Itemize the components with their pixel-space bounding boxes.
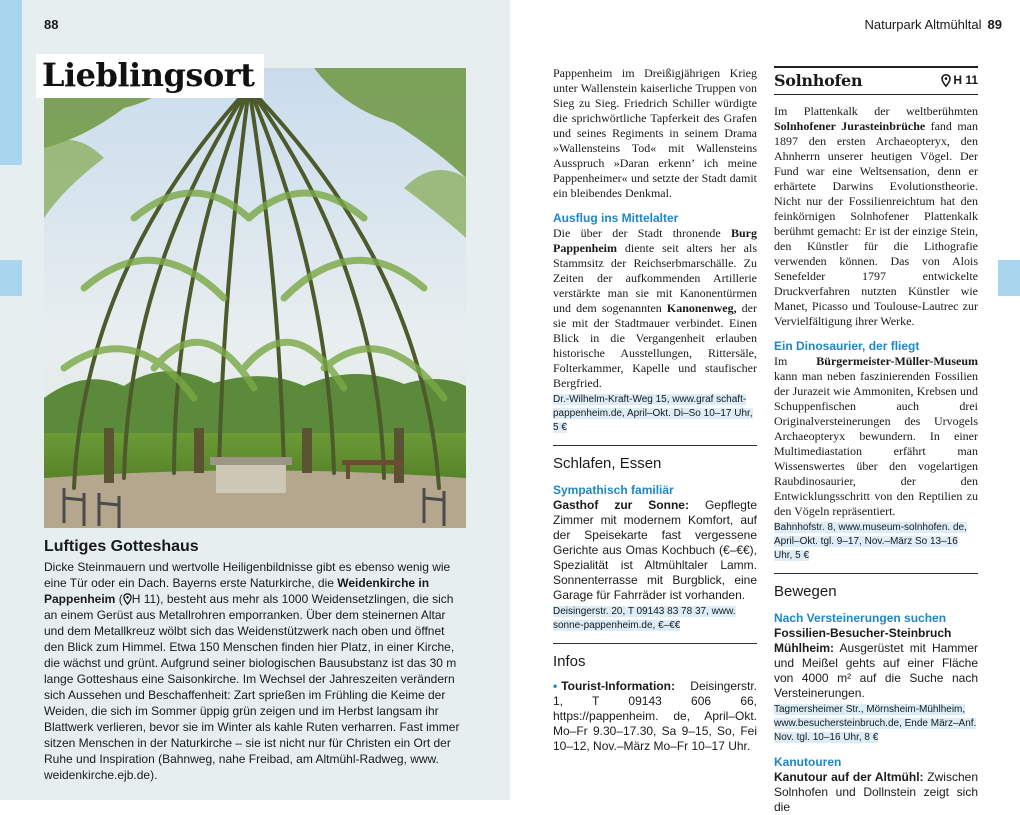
- willow-church-photo: [44, 68, 466, 528]
- text-part: diente seit alters her als Stammsitz der Reichserbmarschälle. Zu Zeiten der aufkommenden Artillerie verstärkte man sie mit Kanonentürmen und dem sogenannten: [553, 241, 757, 315]
- text-part: Ausgerüstet mit Hammer und Meißel gehts auf einer Fläche von 4000 m² auf die Suche nach Versteinerungen.: [774, 641, 978, 700]
- pappenheim-intro: Pappenheim im Dreißigjährigen Krieg unter Wallenstein kaiserliche Truppen von Sieg zu Sieg. Friedrich Schiller würdigte die sprichwörtliche Tapferkeit des Grafen und seines Regiments in seinem Drama »Wallensteins Tod« mit Wallensteins Ausspruch »Daran erkenn’ ich meine Pappenheimer« und setzte der Stadt damit ein bleibendes Denkmal.: [553, 66, 757, 200]
- bold-name: Solnhofener Jurasteinbrüche: [774, 119, 926, 133]
- feature-title: Luftiges Gotteshaus: [44, 538, 199, 555]
- text-part: Zwischen Solnhofen und Dollnstein zeigt sich die: [774, 770, 978, 814]
- solnhofen-intro: [774, 104, 978, 329]
- subheading-dino: Ein Dinosaurier, der fliegt: [774, 339, 920, 353]
- photo-title: Lieblingsort: [36, 54, 264, 98]
- text-part: Im: [774, 354, 817, 368]
- bold-name: Burg Pappenheim: [553, 226, 757, 255]
- subheading-sympathisch: Sympathisch familiär: [553, 483, 674, 497]
- steinbruch-text: [774, 626, 978, 701]
- gasthof-text: [553, 498, 757, 603]
- info-gasthof: [553, 605, 757, 633]
- info-burg: [553, 393, 757, 435]
- running-header: [864, 17, 1002, 32]
- section-schlafen-essen: Schlafen, Essen: [553, 445, 757, 473]
- tourist-info-text: [553, 679, 757, 754]
- text-part: Im Plattenkalk der weltberühmten: [774, 104, 978, 118]
- feature-paren: (: [115, 592, 123, 606]
- info-text: Bahnhofstr. 8, www.museum-solnhofen. de, April–Okt. tgl. 9–17, Nov.–März So 13–16 Uhr, 5 €: [774, 522, 967, 561]
- page-number-right: 89: [987, 17, 1002, 32]
- feature-map-ref: H 11: [131, 592, 157, 606]
- feature-text: [44, 559, 464, 783]
- bullet-icon: •: [553, 679, 558, 693]
- info-museum: [774, 521, 978, 563]
- bold-name: Fossilien-Besucher-Steinbruch Mühlheim:: [774, 626, 952, 655]
- section-bewegen: Bewegen: [774, 573, 978, 601]
- text-part: kann man neben faszinierenden Fossilien der Jurazeit wie Ammoniten, Krebsen und Schuppenfischen auch drei Originalversteinerungen des Urvogels Archaeopteryx bewundern. In einer Multimediastation erfährt man Wissenswertes über den vogelartigen Raubdinosaurier, der den Entwicklungsschritt von den Reptilien zu den Vögeln repräsentiert.: [774, 369, 978, 518]
- feature-text-part: ), besteht aus mehr als 1000 Weidensetzlingen, die sich an einem Gerüst aus Metallrohren emporranken. Über dem steinernen Altar und dem Metallkreuz wölbt sich das Weidenstützwerk nach oben und öffnet den Blick zum Himmel. Etwa 150 Menschen finden hier Platz, in einer Kirche, die wächst und grünt. Aufgrund seiner biologischen Bausubstanz ist das 30 m lange Gotteshaus eine Saisonkirche. Im Wechsel der Jahreszeiten verändern sich Aussehen und Beschaffenheit: Zart sprießen im Frühling die Keime der Weiden, die sich im Sommer üppig grün zeigen und im Herbst langsam ihr Blattwerk verlieren, bevor sie im Winter als kahle Ruten verharren. Fast immer sitzen Menschen in der Naturkirche – sie ist nicht nur für Christen ein Ort der Ruhe und Inspiration (Bahnweg, nahe Freibad, am Altmühl-Radweg, www. weidenkirche.ejb.de).: [44, 592, 460, 782]
- place-title: Solnhofen: [774, 71, 863, 90]
- text-part: der sie mit der Stadtmauer verbindet. Einen Blick in die Vergangenheit erlauben historische Ausstellungen, Rittersäle, Folterkammer, Kapelle und staufischer Bergfried.: [553, 301, 757, 390]
- place-header: [774, 66, 978, 95]
- map-pin-icon: [941, 74, 951, 87]
- section-infos: Infos: [553, 643, 757, 671]
- text-part: Deisingerstr. 1, T 09143 606 66, https://pappenheim. de, April–Okt. Mo–Fr 9.30–17.30, Sa 9–15, So, Fei 10–12, Nov.–März Mo–Fr 10–17 Uhr.: [553, 679, 757, 753]
- info-text: Deisingerstr. 20, T 09143 83 78 37, www. sonne-pappenheim.de, €–€€: [553, 606, 736, 631]
- subheading-ausflug: Ausflug ins Mittelalter: [553, 211, 679, 225]
- feature-text-part: Dicke Steinmauern und wertvolle Heiligenbildnisse gibt es ebenso wenig wie eine Tür oder ein Dach. Bayerns erste Naturkirche, die: [44, 560, 451, 590]
- thumb-tab-mid: [0, 260, 22, 296]
- text-part: fand man 1897 den ersten Archaeopteryx, den Ahnherrn unserer heutigen Vögel. Der Fund war eine Weltsensation, denn er erhärtete Darwins Evolutionstheorie. Nicht nur der Fossilienreichtum hat den feinkörnigen Solnhofener Plattenkalk berühmt gemacht: Er ist der einzige Stein, den Künstler für die Lithografie verwenden können. Das von Alois Senefelder 1797 entwickelte Druckverfahren nutzten Künstler wie Manet, Picasso und Toulouse-Lautrec zur Vervielfältigung ihrer Werke.: [774, 119, 978, 328]
- bold-name: Kanutour auf der Altmühl:: [774, 770, 924, 784]
- bold-name: Gasthof zur Sonne:: [553, 498, 689, 512]
- column-right: [774, 66, 978, 815]
- text-part: Die über der Stadt thronende: [553, 226, 731, 240]
- subheading-kanutouren: Kanutouren: [774, 755, 842, 769]
- text-part: Gepflegte Zimmer mit modernem Komfort, auf der Speisekarte fast vergessene Gerichte aus Omas Kochbuch (€–€€), Spezialität ist Altmühltaler Lamm. Sonnenterrasse mit Burgblick, eine Garage für Fahrräder ist vorhanden.: [553, 498, 757, 602]
- page-number-left: 88: [44, 17, 59, 32]
- info-text: Tagmersheimer Str., Mörnsheim-Mühlheim, www.besuchersteinbruch.de, Ende März–Anf. Nov. tgl. 10–16 Uhr, 8 €: [774, 704, 977, 743]
- bold-name: Tourist-Information:: [561, 679, 675, 693]
- info-text: Dr.-Wilhelm-Kraft-Weg 15, www.graf schaft-pappenheim.de, April–Okt. Di–So 10–17 Uhr, 5 €: [553, 394, 753, 433]
- left-page: [0, 0, 510, 800]
- subheading-versteinerungen: Nach Versteinerungen suchen: [774, 611, 947, 625]
- willow-church-illustration: [44, 68, 466, 528]
- ausflug-text: [553, 226, 757, 391]
- map-pin-icon: [123, 593, 132, 605]
- kanutour-text: [774, 770, 978, 815]
- bold-name: Kanonenweg,: [666, 301, 737, 315]
- place-map-ref: [941, 73, 978, 88]
- bold-name: Bürgermeister-Müller-Museum: [816, 354, 978, 368]
- info-steinbruch: [774, 703, 978, 745]
- thumb-tab-top: [0, 0, 22, 165]
- column-left: [553, 66, 757, 754]
- museum-text: [774, 354, 978, 519]
- feature-bold-name: Weidenkirche in Pappenheim: [44, 576, 430, 606]
- thumb-tab-right: [998, 260, 1020, 296]
- place-ref-text: H 11: [953, 73, 978, 87]
- running-title: Naturpark Altmühltal: [864, 17, 982, 32]
